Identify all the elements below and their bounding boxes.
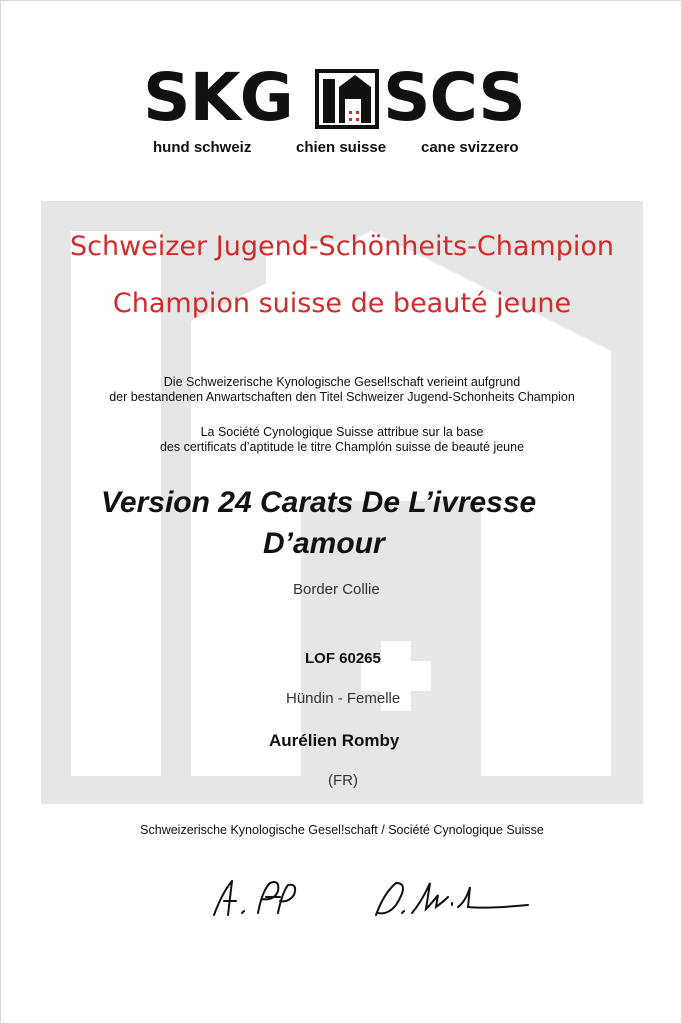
dog-name-line-1: Version 24 Carats De L’ivresse xyxy=(101,486,537,519)
logo-tagline-it: cane svizzero xyxy=(421,139,519,156)
owner-name: Aurélien Romby xyxy=(269,731,400,750)
logo-house-icon xyxy=(315,69,379,129)
text-french-line-2: des certificats d’aptitude le titre Champlón suisse de beauté jeune xyxy=(159,440,525,454)
signature-left xyxy=(206,873,306,923)
signature-right xyxy=(366,873,536,923)
text-french-line-1: La Société Cynologique Suisse attribue sur la base xyxy=(200,425,484,439)
registration-number: LOF 60265 xyxy=(305,650,381,667)
text-german-line-1: Die Schweizerische Kynologische Gesel!schaft verieint aufgrund xyxy=(163,375,521,389)
logo-skg-text: SKG xyxy=(143,59,293,136)
footer-organisation: Schweizerische Kynologische Gesel!schaft / Société Cynologique Suisse xyxy=(140,823,544,837)
owner-country: (FR) xyxy=(328,772,358,789)
logo-tagline-de: hund schweiz xyxy=(153,139,252,156)
dog-breed: Border Collie xyxy=(293,581,380,598)
title-french: Champion suisse de beauté jeune xyxy=(112,288,572,319)
title-german: Schweizer Jugend-Schönheits-Champion xyxy=(69,231,614,262)
logo-scs-text: SCS xyxy=(383,59,525,136)
dog-sex: Hündin - Femelle xyxy=(286,690,401,707)
skg-scs-logo xyxy=(1,59,682,158)
text-german-line-2: der bestandenen Anwartschaften den Titel Schweizer Jugend-Schonheits Champion xyxy=(109,390,575,404)
logo-tagline-fr: chien suisse xyxy=(296,139,387,156)
dog-name-line-2: D’amour xyxy=(263,527,385,560)
